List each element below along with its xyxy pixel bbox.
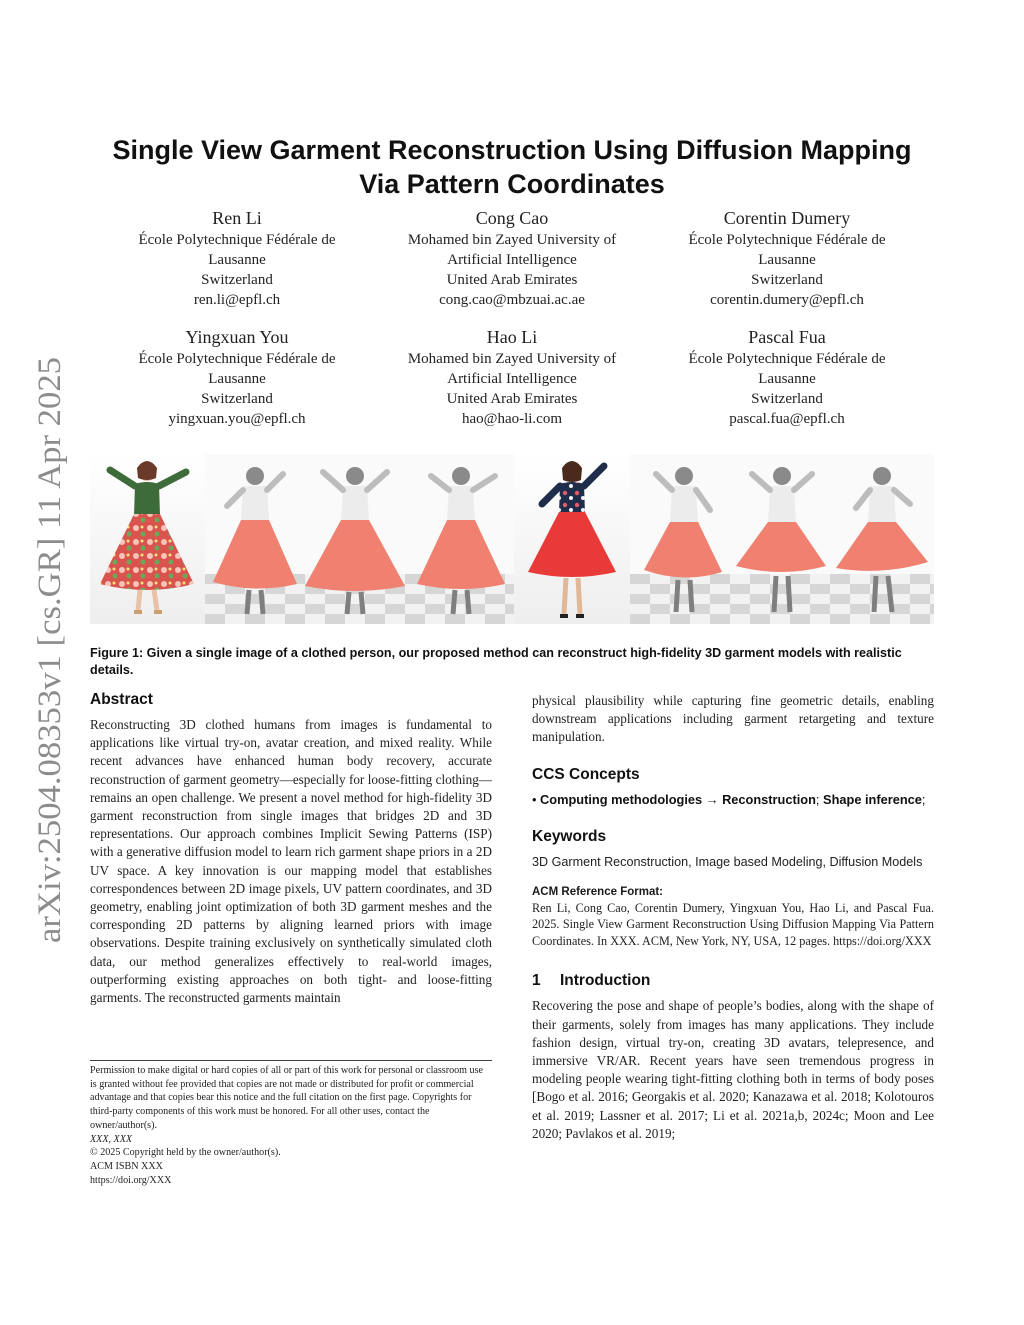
ccs-arrow: →	[705, 791, 719, 807]
author-affiliation: Lausanne	[208, 371, 266, 387]
author-affiliation: Lausanne	[758, 371, 816, 387]
abstract-heading: Abstract	[90, 691, 153, 708]
author-name: Corentin Dumery	[723, 208, 851, 228]
abstract-text-continued: physical plausibility while capturing fine geometric details, enabling downstream applications including garment retargeting and texture manipulation.	[532, 693, 934, 745]
arxiv-identifier-text: arXiv:2504.08353v1 [cs.GR] 11 Apr 2025	[32, 385, 68, 943]
arxiv-identifier	[26, 355, 70, 945]
author-country: Switzerland	[201, 272, 273, 288]
introduction-heading	[532, 971, 934, 991]
author-country: Switzerland	[751, 391, 823, 407]
author-name: Pascal Fua	[748, 327, 826, 347]
isbn-line: ACM ISBN XXX	[90, 1160, 163, 1172]
author-country: Switzerland	[751, 272, 823, 288]
author-card	[650, 326, 924, 429]
author-email[interactable]: pascal.fua@epfl.ch	[729, 411, 845, 427]
author-affiliation: Lausanne	[758, 252, 816, 268]
right-column	[532, 692, 934, 1143]
author-country: United Arab Emirates	[446, 391, 578, 407]
ccs-concepts	[532, 791, 934, 809]
ccs-heading: CCS Concepts	[532, 765, 640, 783]
author-affiliation: École Polytechnique Fédérale de	[688, 351, 886, 367]
keywords-text: 3D Garment Reconstruction, Image based Modeling, Diffusion Models	[532, 854, 923, 869]
left-column	[90, 690, 492, 1007]
author-card	[100, 326, 374, 429]
author-name: Cong Cao	[475, 208, 549, 228]
keywords-heading: Keywords	[532, 827, 607, 845]
author-country: Switzerland	[201, 391, 273, 407]
author-email[interactable]: ren.li@epfl.ch	[193, 292, 281, 308]
author-name: Ren Li	[212, 208, 262, 228]
author-name: Yingxuan You	[185, 327, 289, 347]
author-email[interactable]: corentin.dumery@epfl.ch	[710, 292, 864, 308]
ccs-end: ;	[921, 791, 926, 807]
author-card	[100, 207, 374, 310]
author-country: United Arab Emirates	[446, 272, 578, 288]
author-name: Hao Li	[486, 327, 538, 347]
author-card	[375, 326, 649, 429]
ccs-sub-2: Shape inference	[823, 791, 922, 807]
author-email[interactable]: hao@hao-li.com	[461, 411, 563, 427]
ccs-concept: Computing methodologies	[540, 791, 703, 807]
reconstruction-result-1	[205, 454, 514, 624]
author-affiliation: Lausanne	[208, 252, 266, 268]
section-title: Introduction	[560, 972, 651, 990]
author-affiliation: École Polytechnique Fédérale de	[138, 351, 336, 367]
copyright-line: © 2025 Copyright held by the owner/author(s).	[90, 1147, 281, 1159]
doi-line[interactable]: https://doi.org/XXX	[90, 1174, 172, 1186]
paper-title	[90, 133, 934, 201]
ccs-bullet: •	[532, 791, 537, 807]
author-email[interactable]: yingxuan.you@epfl.ch	[168, 411, 306, 427]
author-affiliation: Mohamed bin Zayed University of	[407, 351, 617, 367]
author-affiliation: École Polytechnique Fédérale de	[138, 232, 336, 248]
figure-caption: Figure 1: Given a single image of a clothed person, our proposed method can reconstruct high-fidelity 3D garment models with realistic details.	[90, 646, 902, 677]
author-affiliation: Artificial Intelligence	[447, 252, 577, 268]
ccs-sub-1: Reconstruction	[722, 791, 816, 807]
author-card	[375, 207, 649, 310]
paper-title-line-2: Via Pattern Coordinates	[359, 169, 665, 199]
input-photo-red-skirt	[514, 454, 630, 624]
author-row-2	[100, 326, 924, 429]
copyright-footnote	[90, 1060, 492, 1187]
author-card	[650, 207, 924, 310]
permission-notice: Permission to make digital or hard copies of all or part of this work for personal or classroom use is granted without fee provided that copies are not made or distributed for profit or commercial advantage and that copies bear this notice and the full citation on the first page. Copyrights for third-party components of this work must be honored. For all other uses, contact the owner/author(s).	[90, 1065, 484, 1131]
paper-title-line-1: Single View Garment Reconstruction Using Diffusion Mapping	[112, 135, 912, 165]
arxiv-identifier-svg	[26, 355, 70, 945]
ccs-separator: ;	[815, 791, 820, 807]
acm-reference-text: Ren Li, Cong Cao, Corentin Dumery, Yingxuan You, Hao Li, and Pascal Fua. 2025. Single View Garment Reconstruction Using Diffusion Mapping Via Pattern Coordinates. In XXX. ACM, New York, NY, USA, 12 pages. https://doi.org/XXX	[532, 900, 934, 948]
author-row-1	[100, 207, 924, 310]
author-affiliation: Artificial Intelligence	[447, 371, 577, 387]
author-block	[100, 207, 924, 445]
input-photo-floral-skirt	[90, 454, 205, 624]
introduction-text: Recovering the pose and shape of people’s bodies, along with the shape of their garments, solely from images has many applications. They include fashion design, virtual try-on, creating 3D avatars, telepresence, and immersive VR/AR. Recent years have seen tremendous progress in modeling people wearing tight-fitting clothing both in terms of body poses [Bogo et al. 2016; Georgakis et al. 2020; Kanazawa et al. 2018; Kolotouros et al. 2019; Lassner et al. 2017; Li et al. 2021a,b, 2024c; Moon and Lee 2020; Pavlakos et al. 2019;	[532, 998, 934, 1141]
abstract-text: Reconstructing 3D clothed humans from images is fundamental to applications like virtual try-on, avatar creation, and mixed reality. While recent advances have enhanced human body recovery, accurate reconstruction of garment geometry—especially for loose-fitting clothing—remains an open challenge. We present a novel method for high-fidelity 3D garment reconstruction from single images that bridges 2D and 3D representations. Our approach combines Implicit Sewing Patterns (ISP) with a generative diffusion model to learn rich garment shape priors in a 2D UV space. A key innovation is our mapping model that establishes correspondences between 2D image pixels, UV pattern coordinates, and 3D geometry, enabling joint optimization of both 3D garment meshes and the corresponding 2D patterns by aligning learned priors with image observations. Despite training exclusively on synthetically simulated cloth data, our method generalizes effectively to real-world images, outperforming existing approaches on both tight- and loose-fitting garments. The reconstructed garments maintain	[90, 717, 492, 1006]
section-number: 1	[532, 972, 541, 990]
author-email[interactable]: cong.cao@mbzuai.ac.ae	[439, 292, 585, 308]
author-affiliation: École Polytechnique Fédérale de	[688, 232, 886, 248]
reconstruction-result-2	[630, 454, 934, 624]
author-affiliation: Mohamed bin Zayed University of	[407, 232, 617, 248]
acm-reference-label: ACM Reference Format:	[532, 885, 663, 898]
venue: XXX, XXX	[90, 1133, 133, 1145]
teaser-figure	[90, 454, 934, 624]
